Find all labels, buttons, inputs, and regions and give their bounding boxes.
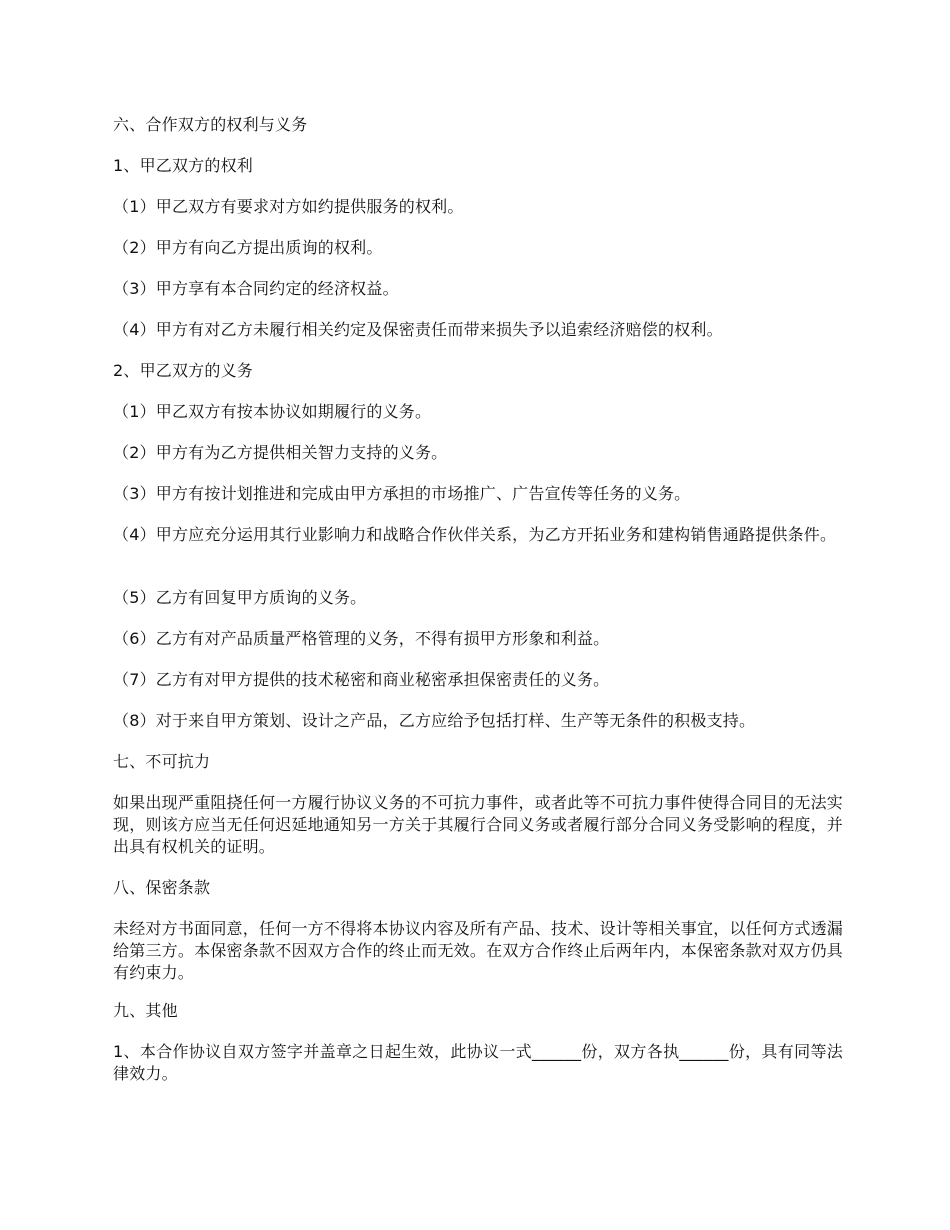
- rights-subtitle: 1、甲乙双方的权利: [113, 156, 253, 175]
- rights-item-1: （1）甲乙双方有要求对方如约提供服务的权利。: [113, 197, 464, 216]
- duties-subtitle: 2、甲乙双方的义务: [113, 361, 253, 380]
- section-9-title: 九、其他: [113, 1001, 178, 1020]
- section-9-item-1: 1、本合作协议自双方签字并盖章之日起生效，此协议一式______份，双方各执______份，具有同等法律效力。: [113, 1042, 843, 1083]
- rights-item-2: （2）甲方有向乙方提出质询的权利。: [113, 238, 383, 257]
- duties-item-1: （1）甲乙双方有按本协议如期履行的义务。: [113, 402, 432, 421]
- section-8-body: 未经对方书面同意，任何一方不得将本协议内容及所有产品、技术、设计等相关事宜，以任何方式透漏给第三方。本保密条款不因双方合作的终止而无效。在双方合作终止后两年内，本保密条款对双方仍具有约束力。: [113, 919, 843, 982]
- section-6-title: 六、合作双方的权利与义务: [113, 115, 308, 134]
- rights-item-4: （4）甲方有对乙方未履行相关约定及保密责任而带来损失予以追索经济赔偿的权利。: [113, 320, 723, 339]
- duties-item-5: （5）乙方有回复甲方质询的义务。: [113, 588, 367, 607]
- duties-item-2: （2）甲方有为乙方提供相关智力支持的义务。: [113, 443, 448, 462]
- duties-item-7: （7）乙方有对甲方提供的技术秘密和商业秘密承担保密责任的义务。: [113, 670, 610, 689]
- section-7-title: 七、不可抗力: [113, 752, 211, 771]
- duties-item-3: （3）甲方有按计划推进和完成由甲方承担的市场推广、广告宣传等任务的义务。: [113, 484, 691, 503]
- rights-item-3: （3）甲方享有本合同约定的经济权益。: [113, 279, 399, 298]
- duties-item-4: （4）甲方应充分运用其行业影响力和战略合作伙伴关系，为乙方开拓业务和建构销售通路提供条件。: [113, 525, 837, 544]
- duties-item-8: （8）对于来自甲方策划、设计之产品，乙方应给予包括打样、生产等无条件的积极支持。: [113, 711, 756, 730]
- duties-item-6: （6）乙方有对产品质量严格管理的义务，不得有损甲方形象和利益。: [113, 629, 610, 648]
- section-8-title: 八、保密条款: [113, 878, 211, 897]
- section-7-body: 如果出现严重阻挠任何一方履行协议义务的不可抗力事件，或者此等不可抗力事件使得合同目的无法实现，则该方应当无任何迟延地通知另一方关于其履行合同义务或者履行部分合同义务受影响的程度，并出具有权机关的证明。: [113, 793, 843, 856]
